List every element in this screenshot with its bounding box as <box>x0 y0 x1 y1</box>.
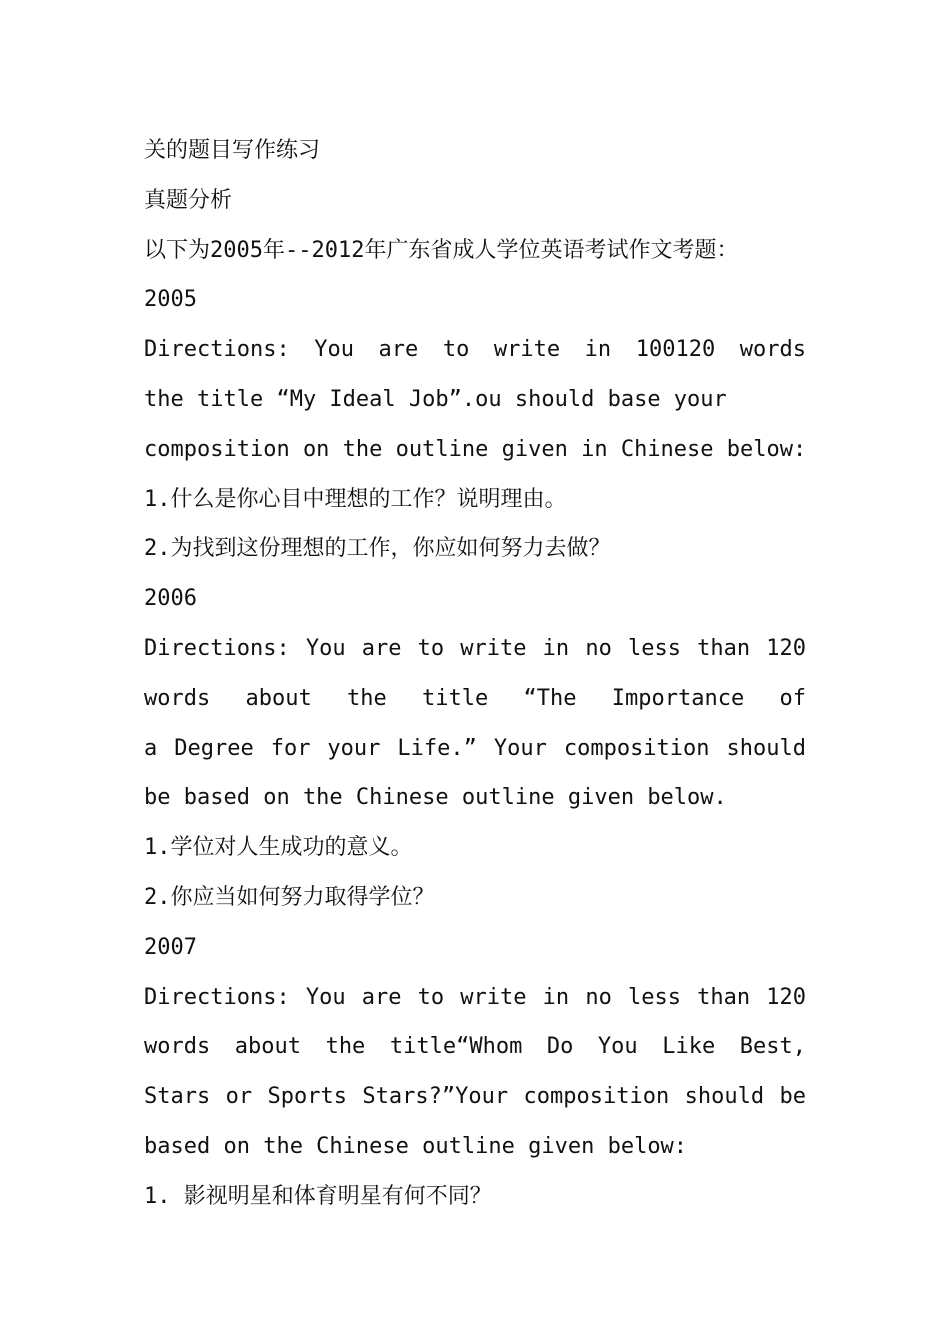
text-line: be based on the Chinese outline given below. <box>144 785 727 811</box>
text-line: a Degree for your Life.” Your composition should <box>144 735 806 761</box>
text-line: words about the title“Whom Do You Like Best, <box>144 1034 806 1060</box>
text-line: 1. 影视明星和体育明星有何不同？ <box>144 1183 492 1209</box>
text-line: Directions: You are to write in no less than 120 <box>144 635 806 661</box>
text-line: Directions: You are to write in 100120 words <box>144 337 806 363</box>
text-line: 2.你应当如何努力取得学位？ <box>144 884 435 910</box>
text-line: words about the title “The Importance of <box>144 685 806 711</box>
text-line: 2006 <box>144 586 197 612</box>
text-line: 1.学位对人生成功的意义。 <box>144 835 413 861</box>
text-line: 1.什么是你心目中理想的工作？说明理由。 <box>144 486 567 512</box>
text-line: composition on the outline given in Chinese below: <box>144 436 807 462</box>
text-line: 2.为找到这份理想的工作，你应如何努力去做？ <box>144 536 611 562</box>
text-line: 真题分析 <box>144 187 233 213</box>
text-line: the title “My Ideal Job”.ou should base your <box>144 386 727 412</box>
text-line: Stars or Sports Stars?”Your composition should be <box>144 1084 806 1110</box>
text-line: 2007 <box>144 934 197 960</box>
document-page <box>144 126 806 1222</box>
text-line: based on the Chinese outline given below: <box>144 1133 688 1159</box>
text-line: 以下为2005年--2012年广东省成人学位英语考试作文考题： <box>144 237 739 263</box>
text-line: Directions: You are to write in no less than 120 <box>144 984 806 1010</box>
text-line: 关的题目写作练习 <box>144 138 321 163</box>
text-line: 2005 <box>144 287 197 313</box>
